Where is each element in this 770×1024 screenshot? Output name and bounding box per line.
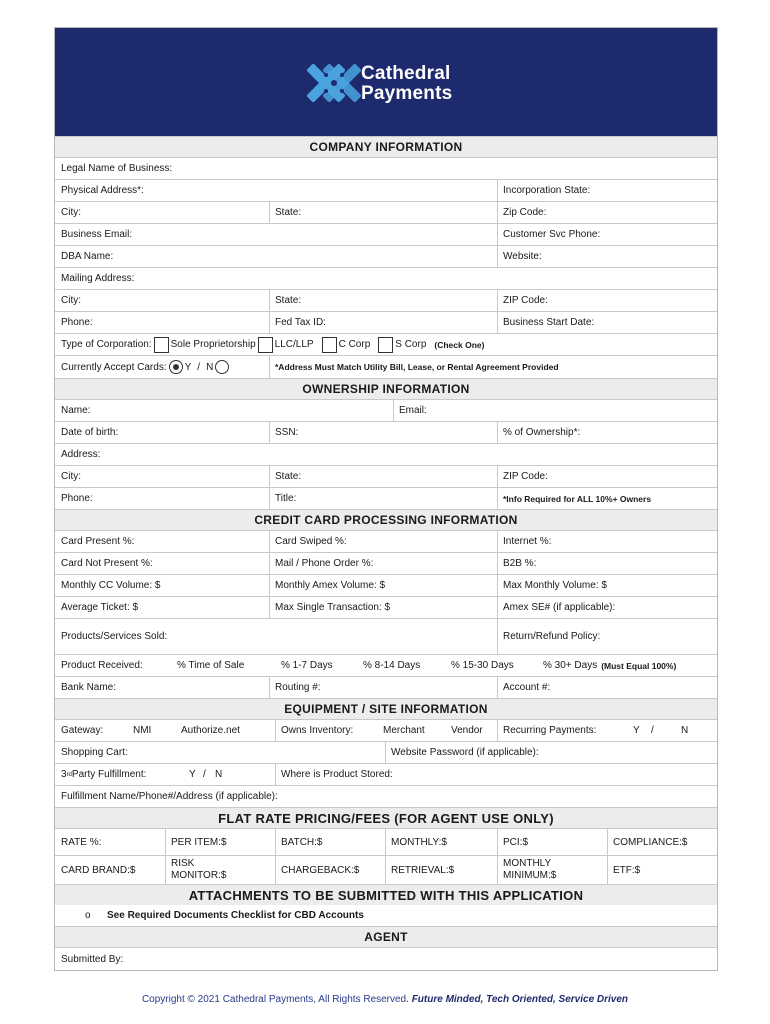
no-label: N [206, 361, 214, 373]
mail-zip-field[interactable]: ZIP Code: [503, 295, 548, 306]
risk-monitor-field[interactable] [171, 856, 226, 884]
c-corp-checkbox[interactable] [322, 337, 337, 353]
recurring-no-option[interactable]: N [681, 725, 689, 736]
processing-info-header: CREDIT CARD PROCESSING INFORMATION [55, 509, 717, 530]
return-policy-field[interactable]: Return/Refund Policy: [503, 631, 601, 642]
internet-field[interactable]: Internet %: [503, 536, 552, 547]
min-label-1: MONTHLY [503, 858, 552, 869]
third-party-pre: 3 [61, 769, 67, 780]
equipment-info-header: EQUIPMENT / SITE INFORMATION [55, 698, 717, 719]
sole-prop-label: Sole Proprietorship [170, 339, 256, 350]
brand-name-line1: Cathedral [361, 63, 451, 84]
recurring-payments-label: Recurring Payments: [503, 725, 597, 736]
s-corp-checkbox[interactable] [378, 337, 393, 353]
third-party-label: Party Fulfillment: [71, 769, 147, 780]
copyright-text: Copyright © 2021 Cathedral Payments, All Rights Reserved. [141, 994, 409, 1005]
risk-label-2: MONITOR:$ [171, 870, 227, 881]
must-equal-note: (Must Equal 100%) [601, 660, 677, 671]
owner-city-field[interactable]: City: [61, 471, 81, 482]
pci-field[interactable]: PCI:$ [503, 836, 529, 848]
ownership-info-header: OWNERSHIP INFORMATION [55, 378, 717, 399]
monthly-fee-field[interactable]: MONTHLY:$ [391, 836, 447, 848]
check-one-note: (Check One) [434, 339, 485, 350]
chargeback-field[interactable]: CHARGEBACK:$ [281, 864, 360, 876]
card-present-field[interactable]: Card Present %: [61, 536, 135, 547]
mail-city-field[interactable]: City: [61, 295, 81, 306]
per-item-field[interactable]: PER ITEM:$ [171, 836, 227, 848]
c-corp-label: C Corp [338, 339, 371, 350]
mail-phone-order-field[interactable]: Mail / Phone Order %: [275, 558, 374, 569]
application-form [54, 27, 718, 971]
sole-prop-checkbox[interactable] [154, 337, 169, 353]
owns-inventory-label: Owns Inventory: [281, 725, 354, 736]
days-30-plus-field[interactable]: % 30+ Days [543, 660, 598, 671]
owner-address-field[interactable]: Address: [61, 449, 101, 460]
tagline-text: Future Minded, Tech Oriented, Service Driven [411, 994, 629, 1005]
inventory-merchant-option[interactable]: Merchant [383, 725, 425, 736]
incorporation-state-field[interactable]: Incorporation State: [503, 185, 591, 196]
owner-title-field[interactable]: Title: [275, 493, 297, 504]
gateway-label: Gateway: [61, 725, 104, 736]
max-single-transaction-field[interactable]: Max Single Transaction: $ [275, 602, 391, 613]
routing-number-field[interactable]: Routing #: [275, 682, 321, 693]
amex-se-field[interactable]: Amex SE# (if applicable): [503, 602, 616, 613]
compliance-field[interactable]: COMPLIANCE:$ [613, 836, 688, 848]
dba-name-field[interactable]: DBA Name: [61, 251, 114, 262]
phone-field[interactable]: Phone: [61, 317, 93, 328]
etf-field[interactable]: ETF:$ [613, 864, 641, 876]
days-8-14-field[interactable]: % 8-14 Days [363, 660, 421, 671]
owner-phone-field[interactable]: Phone: [61, 493, 93, 504]
customer-svc-phone-field[interactable]: Customer Svc Phone: [503, 229, 601, 240]
product-stored-field[interactable]: Where is Product Stored: [281, 769, 393, 780]
company-info-header: COMPANY INFORMATION [55, 136, 717, 157]
recurring-yes-option[interactable]: Y [633, 725, 640, 736]
accept-cards-label: Currently Accept Cards: [61, 361, 167, 373]
bank-name-field[interactable]: Bank Name: [61, 682, 117, 693]
card-swiped-field[interactable]: Card Swiped %: [275, 536, 347, 547]
b2b-field[interactable]: B2B %: [503, 558, 537, 569]
inventory-vendor-option[interactable]: Vendor [451, 725, 483, 736]
gateway-nmi-option[interactable]: NMI [133, 725, 152, 736]
type-of-corp-label: Type of Corporation: [61, 339, 152, 350]
bullet-icon: o [85, 910, 91, 921]
ssn-field[interactable]: SSN: [275, 427, 299, 438]
fed-tax-id-field[interactable]: Fed Tax ID: [275, 317, 326, 328]
retrieval-field[interactable]: RETRIEVAL:$ [391, 864, 455, 876]
physical-address-field[interactable]: Physical Address*: [61, 185, 144, 196]
cbd-checklist-item: See Required Documents Checklist for CBD Accounts [107, 910, 364, 921]
risk-label-1: RISK [171, 858, 195, 869]
attachments-header: ATTACHMENTS TO BE SUBMITTED WITH THIS APPLICATION [55, 884, 717, 905]
yes-label: Y [184, 361, 192, 373]
product-received-label: Product Received: [61, 660, 143, 671]
agent-header: AGENT [55, 926, 717, 947]
max-monthly-volume-field[interactable]: Max Monthly Volume: $ [503, 580, 607, 591]
owner-zip-field[interactable]: ZIP Code: [503, 471, 548, 482]
dob-field[interactable]: Date of birth: [61, 427, 119, 438]
time-of-sale-field[interactable]: % Time of Sale [177, 660, 245, 671]
batch-field[interactable]: BATCH:$ [281, 836, 323, 848]
monthly-amex-volume-field[interactable]: Monthly Amex Volume: $ [275, 580, 386, 591]
third-party-sup: rd [66, 771, 72, 778]
website-field[interactable]: Website: [503, 251, 542, 262]
products-sold-field[interactable]: Products/Services Sold: [61, 631, 168, 642]
min-label-2: MINIMUM:$ [503, 870, 557, 881]
gateway-authorize-option[interactable]: Authorize.net [181, 725, 240, 736]
zip-field[interactable]: Zip Code: [503, 207, 547, 218]
recurring-separator: / [651, 725, 654, 736]
third-party-yes-option[interactable]: Y [189, 769, 196, 780]
business-start-date-field[interactable]: Business Start Date: [503, 317, 595, 328]
monthly-minimum-field[interactable] [503, 856, 556, 884]
page-footer [0, 994, 770, 1005]
third-party-separator: / [203, 769, 206, 780]
legal-name-field[interactable]: Legal Name of Business: [61, 163, 173, 174]
website-password-field[interactable]: Website Password (if applicable): [391, 747, 539, 758]
header-banner [55, 28, 717, 136]
ownership-pct-field[interactable]: % of Ownership*: [503, 427, 581, 438]
state-field[interactable]: State: [275, 207, 302, 218]
average-ticket-field[interactable]: Average Ticket: $ [61, 602, 139, 613]
accept-cards-yes-radio[interactable] [169, 360, 183, 374]
s-corp-label: S Corp [395, 339, 427, 350]
owner-name-field[interactable]: Name: [61, 405, 91, 416]
pricing-header: FLAT RATE PRICING/FEES (FOR AGENT USE ONLY) [55, 807, 717, 828]
card-not-present-field[interactable]: Card Not Present %: [61, 558, 153, 569]
address-match-note: *Address Must Match Utility Bill, Lease, or Rental Agreement Provided [275, 362, 559, 372]
shopping-cart-field[interactable]: Shopping Cart: [61, 747, 128, 758]
brand-name-line2: Payments [361, 83, 453, 104]
account-number-field[interactable]: Account #: [503, 682, 551, 693]
mailing-address-field[interactable]: Mailing Address: [61, 273, 135, 284]
business-email-field[interactable]: Business Email: [61, 229, 133, 240]
owners-info-note: *Info Required for ALL 10%+ Owners [503, 493, 652, 504]
llc-label: LLC/LLP [274, 339, 314, 350]
accept-cards-no-radio[interactable] [215, 360, 229, 374]
city-field[interactable]: City: [61, 207, 81, 218]
mail-state-field[interactable]: State: [275, 295, 302, 306]
owner-email-field[interactable]: Email: [399, 405, 427, 416]
rate-field[interactable]: RATE %: [61, 836, 102, 848]
yes-no-separator: / [197, 361, 201, 373]
card-brand-field[interactable]: CARD BRAND:$ [61, 864, 136, 876]
days-15-30-field[interactable]: % 15-30 Days [451, 660, 514, 671]
third-party-no-option[interactable]: N [215, 769, 223, 780]
monthly-cc-volume-field[interactable]: Monthly CC Volume: $ [61, 580, 161, 591]
submitted-by-field[interactable]: Submitted By: [61, 953, 124, 965]
fulfillment-address-field[interactable]: Fulfillment Name/Phone#/Address (if applicable): [61, 791, 278, 802]
brand-wordmark [361, 64, 452, 104]
llc-checkbox[interactable] [258, 337, 273, 353]
owner-state-field[interactable]: State: [275, 471, 302, 482]
days-1-7-field[interactable]: % 1-7 Days [281, 660, 333, 671]
